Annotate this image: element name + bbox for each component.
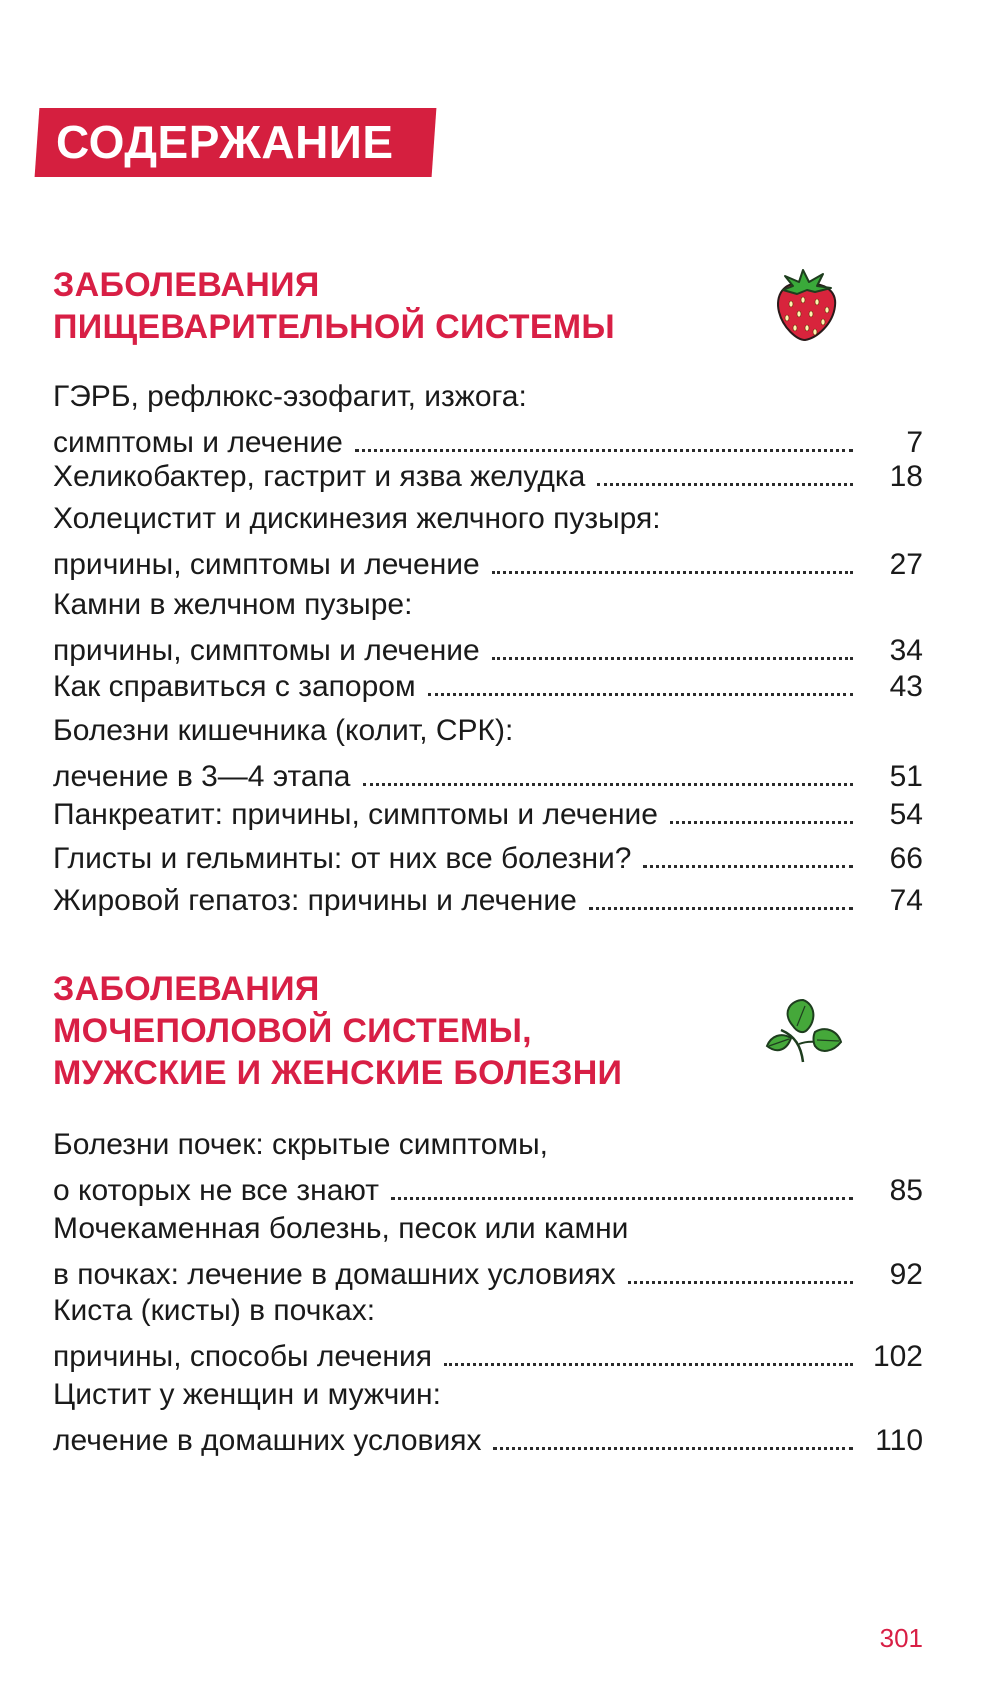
dot-leader bbox=[493, 1447, 853, 1450]
dot-leader bbox=[363, 783, 854, 786]
dot-leader bbox=[643, 865, 853, 868]
page-title: СОДЕРЖАНИЕ bbox=[56, 116, 394, 168]
toc-entry-title: причины, симптомы и лечение bbox=[53, 548, 480, 581]
toc-entry-title: симптомы и лечение bbox=[53, 426, 343, 459]
toc-entry-title: причины, симптомы и лечение bbox=[53, 634, 480, 667]
toc-page-number: 54 bbox=[889, 798, 923, 831]
toc-entry[interactable] bbox=[53, 878, 923, 924]
toc-entry-title-line: Киста (кисты) в почках: bbox=[53, 1294, 376, 1327]
toc-entry-title: Глисты и гельминты: от них все болезни? bbox=[53, 842, 632, 875]
dot-leader bbox=[670, 821, 853, 824]
section-title-line: ПИЩЕВАРИТЕЛЬНОЙ СИСТЕМЫ bbox=[53, 308, 616, 346]
toc-entry[interactable] bbox=[53, 454, 923, 500]
toc-page-number: 85 bbox=[889, 1174, 923, 1207]
dot-leader bbox=[492, 657, 853, 660]
section-title-line: ЗАБОЛЕВАНИЯ bbox=[53, 266, 320, 304]
toc-entry-title: о которых не все знают bbox=[53, 1174, 379, 1207]
dot-leader bbox=[492, 571, 853, 574]
toc-entry-title: Как справиться с запором bbox=[53, 670, 416, 703]
dot-leader bbox=[444, 1363, 853, 1366]
toc-entry[interactable] bbox=[53, 1206, 923, 1298]
toc-entry-title: лечение в домашних условиях bbox=[53, 1424, 482, 1457]
toc-page-number: 92 bbox=[889, 1258, 923, 1291]
toc-entry-title-line: Болезни почек: скрытые симптомы, bbox=[53, 1128, 548, 1161]
toc-entry[interactable] bbox=[53, 792, 923, 838]
toc-entry[interactable] bbox=[53, 1288, 923, 1380]
toc-entry[interactable] bbox=[53, 374, 923, 466]
dot-leader bbox=[589, 907, 853, 910]
section-title-line: МУЖСКИЕ И ЖЕНСКИЕ БОЛЕЗНИ bbox=[53, 1054, 623, 1092]
toc-page-number: 7 bbox=[906, 426, 923, 459]
section-title-line: МОЧЕПОЛОВОЙ СИСТЕМЫ, bbox=[53, 1012, 532, 1050]
section-title-line: ЗАБОЛЕВАНИЯ bbox=[53, 970, 320, 1008]
leaf-sprig-icon bbox=[763, 996, 843, 1068]
toc-entry[interactable] bbox=[53, 836, 923, 882]
dot-leader bbox=[391, 1197, 853, 1200]
toc-page-number: 43 bbox=[889, 670, 923, 703]
dot-leader bbox=[355, 449, 853, 452]
section-title-digestive bbox=[53, 264, 615, 348]
toc-entry[interactable] bbox=[53, 1372, 923, 1464]
toc-entry-title-line: Цистит у женщин и мужчин: bbox=[53, 1378, 441, 1411]
toc-entry-title-line: Болезни кишечника (колит, СРК): bbox=[53, 714, 514, 747]
toc-entry[interactable] bbox=[53, 582, 923, 674]
toc-entry-title-line: Холецистит и дискинезия желчного пузыря: bbox=[53, 502, 661, 535]
toc-entry[interactable] bbox=[53, 1122, 923, 1214]
toc-entry-title: Хеликобактер, гастрит и язва желудка bbox=[53, 460, 586, 493]
toc-page-number: 27 bbox=[889, 548, 923, 581]
strawberry-icon bbox=[771, 266, 839, 342]
toc-entry-title: в почках: лечение в домашних условиях bbox=[53, 1258, 616, 1291]
toc-page-number: 102 bbox=[872, 1340, 923, 1373]
toc-entry-title: Жировой гепатоз: причины и лечение bbox=[53, 884, 577, 917]
section-title-urogenital bbox=[53, 968, 622, 1094]
toc-page-number: 66 bbox=[889, 842, 923, 875]
toc-page-number: 18 bbox=[889, 460, 923, 493]
dot-leader bbox=[628, 1281, 853, 1284]
toc-entry-title: Панкреатит: причины, симптомы и лечение bbox=[53, 798, 658, 831]
toc-page-number: 51 bbox=[889, 760, 923, 793]
toc-entry[interactable] bbox=[53, 664, 923, 710]
toc-entry-title-line: ГЭРБ, рефлюкс-эзофагит, изжога: bbox=[53, 380, 527, 413]
toc-page-number: 74 bbox=[889, 884, 923, 917]
dot-leader bbox=[597, 483, 853, 486]
toc-entry[interactable] bbox=[53, 708, 923, 800]
toc-entry-title-line: Камни в желчном пузыре: bbox=[53, 588, 413, 621]
toc-page-number: 34 bbox=[889, 634, 923, 667]
toc-page-number: 110 bbox=[875, 1424, 923, 1457]
toc-entry-title: причины, способы лечения bbox=[53, 1340, 432, 1373]
page-number: 301 bbox=[879, 1623, 923, 1653]
dot-leader bbox=[428, 693, 853, 696]
toc-entry-title-line: Мочекаменная болезнь, песок или камни bbox=[53, 1212, 629, 1245]
toc-entry-title: лечение в 3—4 этапа bbox=[53, 760, 351, 793]
toc-entry[interactable] bbox=[53, 496, 923, 588]
